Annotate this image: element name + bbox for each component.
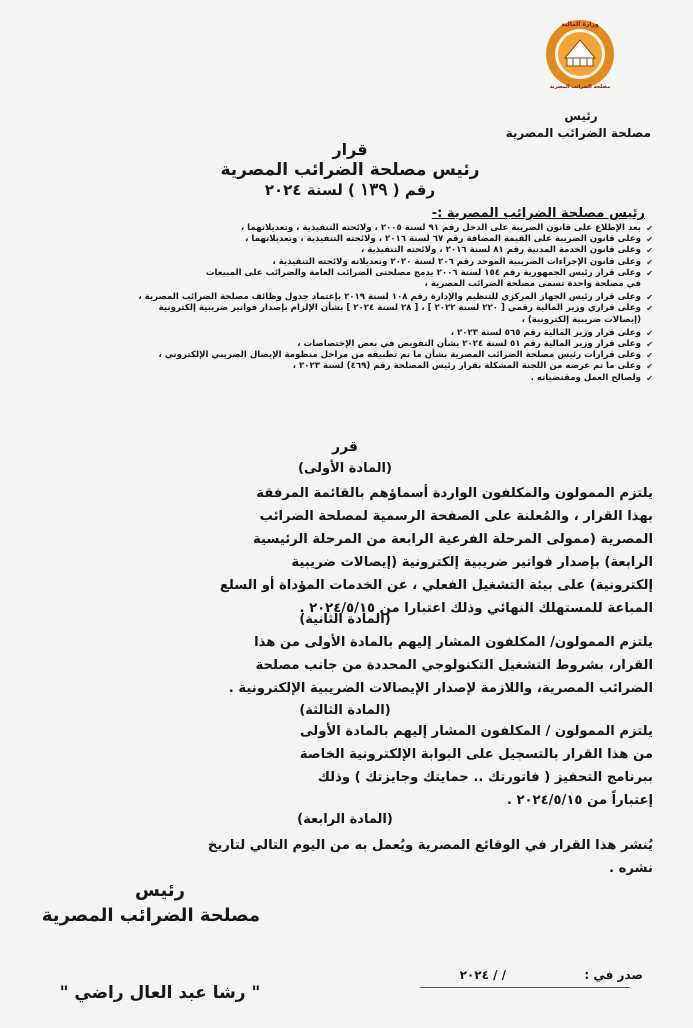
tax-authority-emblem-icon: [545, 14, 615, 94]
issue-date-value: / / ٢٠٢٤: [459, 968, 507, 982]
article-line: الرابعة) بإصدار فواتير ضريبية إلكترونية (إيصالات ضريبية: [291, 555, 653, 570]
article-line: يلتزم الممولون / المكلفون المشار إليهم بالمادة الأولى: [299, 724, 653, 739]
article-line: يلتزم الممولون والمكلفون الواردة أسماؤهم بالقائمة المرفقة: [256, 486, 653, 501]
check-icon: ✔: [646, 246, 653, 256]
check-icon: ✔: [646, 373, 653, 383]
check-icon: ✔: [646, 257, 653, 267]
decree-year-label: ) لسنة ٢٠٢٤: [264, 181, 355, 199]
recital-item-continued: في مصلحة واحدة تسمى مصلحة الضرائب المصرية ،: [424, 279, 641, 290]
check-icon: ✔: [646, 293, 653, 303]
check-icon: ✔: [646, 351, 653, 361]
check-icon: ✔: [646, 224, 653, 233]
article-line: إلكترونية) على بيئة التشغيل الفعلي ، عن الخدمات المؤداة أو السلع: [219, 578, 653, 593]
recital-item: ✔ وعلى قرار رئيس الجهاز المركزي للتنظيم والإدارة رقم ١٠٨ لسنة ٢٠١٩ بإعتماد جدول وظائف مصلحة الضرائب المصرية ،: [138, 292, 653, 303]
recital-item: ✔ وعلى قرارات رئيس مصلحة الضرائب المصرية بشأن ما تم تطبيقه من مراحل منظومة الإيصال الضريبي الإلكتروني ،: [158, 350, 653, 361]
article-1-body: [53, 482, 653, 620]
recital-item: ✔ وعلى قرار وزير المالية رقم ٥٦٥ لسنة ٢٠٢٣ ،: [450, 327, 653, 338]
recital-item: ✔ وعلى قرار وزير المالية رقم ٥١ لسنة ٢٠٢٤ بشأن التفويض في بعض الإختصاصات ،: [297, 339, 653, 350]
recital-item: ✔ وعلى قراري وزير المالية رقمي [ ٢٢٠ لسنة ٢٠٢٢ ] ، [ ٢٨ لسنة ٢٠٢٤ ] بشأن الإلزام بإصدار فواتير ضريبية إلكترونية: [158, 303, 653, 314]
article-2-title: (المادة الثانية): [299, 612, 391, 627]
check-icon: ✔: [646, 362, 653, 372]
article-line: من هذا القرار بالتسجيل على البوابة الإلكترونية الخاصة: [299, 747, 653, 762]
recital-item: ✔ بعد الإطلاع على قانون الضريبة على الدخل رقم ٩١ لسنة ٢٠٠٥ ، ولائحته التنفيذية ، وتعديلاتهما ،: [240, 223, 653, 233]
check-icon: ✔: [646, 304, 653, 314]
logo-bottom-text: مصلحة الضرائب المصرية: [549, 84, 611, 90]
issue-date: [460, 968, 643, 982]
recital-item: ✔ ولصالح العمل ومقتضياته .: [530, 372, 653, 383]
article-3-title: (المادة الثالثة): [299, 703, 391, 718]
recitals-list: [98, 223, 653, 384]
recital-item-continued: (إيصالات ضريبية إلكترونية) ،: [521, 314, 641, 325]
check-icon: ✔: [646, 328, 653, 338]
recital-item: ✔ وعلى قانون الخدمة المدنية رقم ٨١ لسنة ٢٠١٦ ، ولائحته التنفيذية ،: [360, 245, 653, 256]
signature-authority: مصلحة الضرائب المصرية: [41, 905, 260, 926]
decree-title: قرار: [332, 140, 368, 159]
article-line: الضرائب المصرية، واللازمة لإصدار الإيصالات الضريبية الإلكترونية .: [228, 681, 653, 696]
issuer-title: رئيس: [564, 109, 598, 123]
decree-subtitle: رئيس مصلحة الضرائب المصرية: [220, 160, 480, 180]
decree-number: [150, 180, 550, 200]
article-line: نشره .: [609, 861, 653, 876]
issue-date-label: صدر في :: [584, 968, 643, 982]
article-line: القرار، بشروط التشغيل التكنولوجي المحددة من جانب مصلحة: [255, 658, 653, 673]
logo-top-text: وزارة المالية: [561, 21, 599, 28]
article-line: ببرنامج التحفيز ( فاتورتك .. حمايتك وجايزتك ) وذلك: [317, 770, 653, 785]
signature-title: رئيس: [135, 880, 185, 901]
check-icon: ✔: [646, 340, 653, 350]
article-2-body: [53, 631, 653, 700]
authority-logo: [545, 14, 615, 94]
recital-item: ✔ وعلى قانون الضريبة على القيمة المضافة رقم ٦٧ لسنة ٢٠١٦ ، ولائحته التنفيذية ، وتعديلاتهما ،: [245, 234, 653, 245]
decided-heading: قرر: [332, 439, 358, 455]
recital-item: ✔ وعلى قرار رئيس الجمهورية رقم ١٥٤ لسنة ٢٠٠٦ بدمج مصلحتى الضرائب العامة والضرائب على المبيعات: [205, 267, 653, 278]
signatory-name: " رشا عبد العال راضي ": [59, 983, 261, 1003]
article-1-title: (المادة الأولى): [298, 461, 392, 476]
recital-item: ✔ وعلى قانون الإجراءات الضريبية الموحد رقم ٢٠٦ لسنة ٢٠٢٠ وتعديلاته ولائحته التنفيذية ،: [272, 256, 653, 267]
article-line: المصرية (ممولى المرحلة الفرعية الرابعة من المرحلة الرئيسية: [253, 532, 653, 547]
check-icon: ✔: [646, 268, 653, 278]
decree-number-label: رقم (: [392, 181, 436, 199]
article-line: إعتباراً من ٢٠٢٤/٥/١٥ .: [506, 793, 653, 808]
date-underline: [420, 987, 630, 988]
decree-number-value: ١٣٩: [360, 180, 388, 200]
recital-item: ✔ وعلى ما تم عرضه من اللجنة المشكلة بقرار رئيس المصلحة رقم (٤٦٩) لسنة ٢٠٢٣ ،: [292, 361, 653, 372]
article-line: يلتزم الممولون/ المكلفون المشار إليهم بالمادة الأولى من هذا: [254, 635, 653, 650]
recitals-heading: رئيس مصلحة الضرائب المصرية :-: [431, 206, 645, 221]
article-line: المباعة للمستهلك النهائي وذلك اعتبارا من ٢٠٢٤/٥/١٥ .: [299, 601, 653, 616]
article-4-title: (المادة الرابعة): [297, 812, 393, 827]
issuer-authority: مصلحة الضرائب المصرية: [505, 126, 651, 140]
check-icon: ✔: [646, 235, 653, 245]
article-3-body: [53, 720, 653, 812]
article-line: يُنشر هذا القرار في الوقائع المصرية ويُعمل به من اليوم التالي لتاريخ: [207, 838, 653, 853]
article-line: بهذا القرار ، والمُعلنة على الصفحة الرسمية لمصلحة الضرائب: [259, 509, 653, 524]
issuer-block: [505, 108, 651, 142]
article-4-body: [53, 834, 653, 880]
